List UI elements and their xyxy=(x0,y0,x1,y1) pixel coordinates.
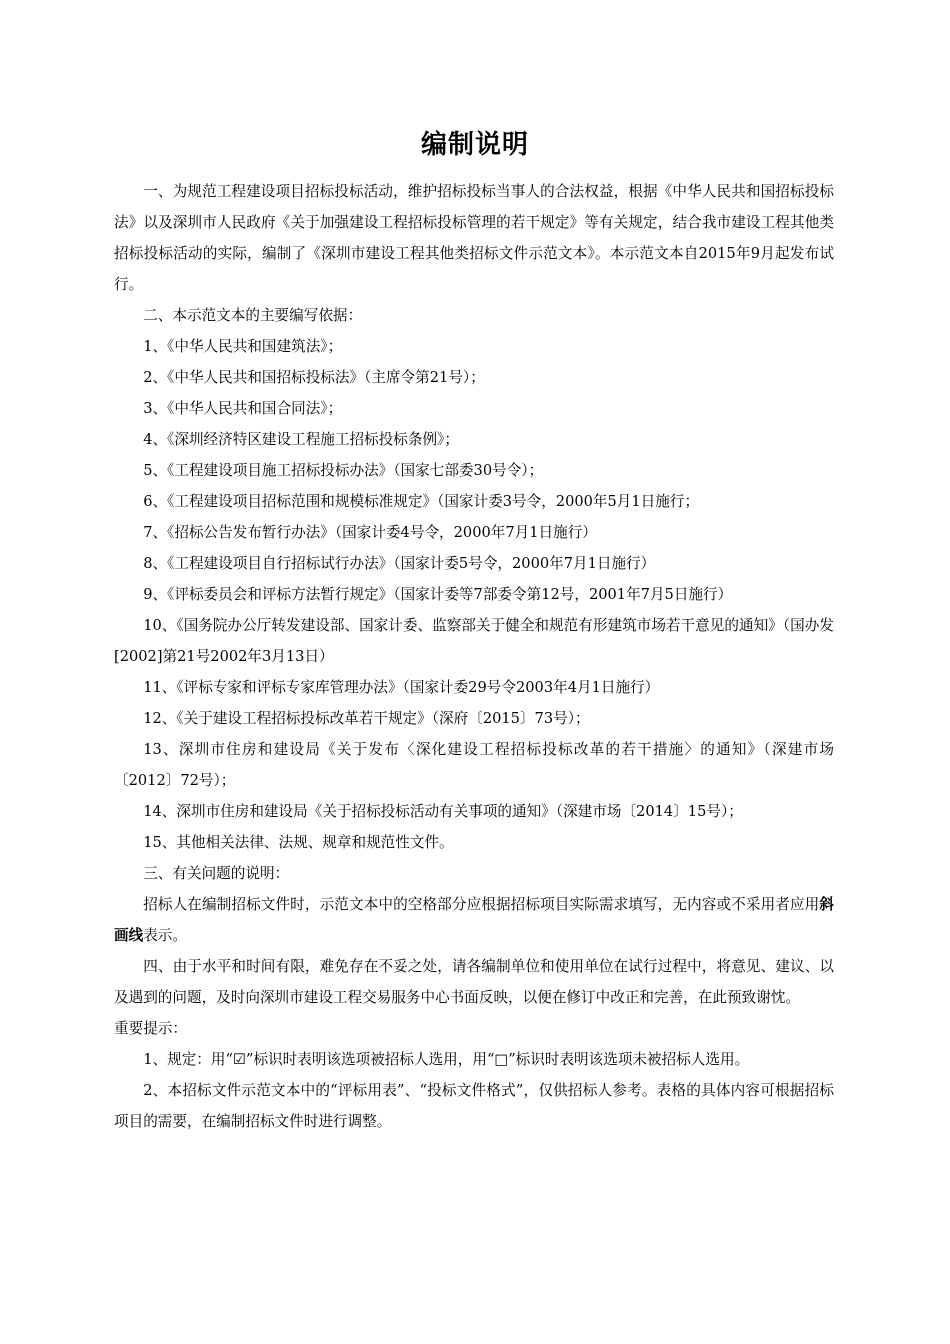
paragraph-notes-heading: 三、有关问题的说明： xyxy=(143,865,290,882)
paragraph-purpose: 一、为规范工程建设项目招标投标活动，维护招标投标当事人的合法权益，根据《中华人民共和国招标投标法》以及深圳市人民政府《关于加强建设工程招标投标管理的若干规定》等有关规定，结合我市建设工程其他类招标投标活动的实际，编制了《深圳市建设工程其他类招标文件示范文本》。本示范文本自2015年9月起发布试行。 xyxy=(114,183,834,293)
document-body xyxy=(114,176,834,1137)
notice-item-forms: 2、本招标文件示范文本中的“评标用表”、“投标文件格式”，仅供招标人参考。表格的具体内容可根据招标项目的需要，在编制招标文件时进行调整。 xyxy=(114,1082,834,1130)
page-title: 编制说明 xyxy=(420,130,529,160)
law-item: 12、《关于建设工程招标投标改革若干规定》（深府〔2015〕73号）； xyxy=(143,710,590,727)
notice-item-checkbox-rule: 1、规定：用“☑”标识时表明该选项被招标人选用，用“□”标识时表明该选项未被招标人选用。 xyxy=(143,1051,750,1068)
paragraph-feedback: 四、由于水平和时间有限，难免存在不妥之处，请各编制单位和使用单位在试行过程中，将意见、建议、以及遇到的问题，及时向深圳市建设工程交易服务中心书面反映，以便在修订中改正和完善，在此预致谢忱。 xyxy=(114,958,834,1006)
law-item: 9、《评标委员会和评标方法暂行规定》（国家计委等7部委令第12号，2001年7月5日施行） xyxy=(143,586,733,603)
law-item: 3、《中华人民共和国合同法》； xyxy=(143,400,343,417)
paragraph-blank-fill-note xyxy=(114,889,834,951)
law-item: 7、《招标公告发布暂行办法》（国家计委4号令，2000年7月1日施行） xyxy=(143,524,597,541)
law-item: 1、《中华人民共和国建筑法》； xyxy=(143,338,343,355)
law-item: 5、《工程建设项目施工招标投标办法》（国家七部委30号令）； xyxy=(143,462,544,479)
law-item: 14、深圳市住房和建设局《关于招标投标活动有关事项的通知》（深建市场〔2014〕15号）； xyxy=(143,803,743,820)
law-item: 10、《国务院办公厅转发建设部、国家计委、监察部关于健全和规范有形建筑市场若干意见的通知》（国办发[2002]第21号2002年3月13日） xyxy=(114,617,834,665)
law-item: 8、《工程建设项目自行招标试行办法》（国家计委5号令，2000年7月1日施行） xyxy=(143,555,656,572)
law-item: 4、《深圳经济特区建设工程施工招标投标条例》； xyxy=(143,431,459,448)
blank-fill-text: 招标人在编制招标文件时，示范文本中的空格部分应根据招标项目实际需求填写，无内容或不采用者应用 xyxy=(143,896,820,913)
law-item: 2、《中华人民共和国招标投标法》（主席令第21号）； xyxy=(143,369,485,386)
paragraph-basis-heading: 二、本示范文本的主要编写依据： xyxy=(143,307,363,324)
law-item: 6、《工程建设项目招标范围和规模标准规定》（国家计委3号令，2000年5月1日施行； xyxy=(143,493,700,510)
law-item: 13、深圳市住房和建设局《关于发布〈深化建设工程招标投标改革的若干措施〉的通知》（深建市场〔2012〕72号）； xyxy=(114,741,834,789)
slash-line-emphasis: 斜画线 xyxy=(114,896,834,944)
law-item: 15、其他相关法律、法规、规章和规范性文件。 xyxy=(143,834,454,851)
important-notice-heading: 重要提示： xyxy=(114,1020,187,1037)
blank-fill-text-end: 表示。 xyxy=(143,927,187,944)
law-item: 11、《评标专家和评标专家库管理办法》（国家计委29号令2003年4月1日施行） xyxy=(143,679,660,696)
